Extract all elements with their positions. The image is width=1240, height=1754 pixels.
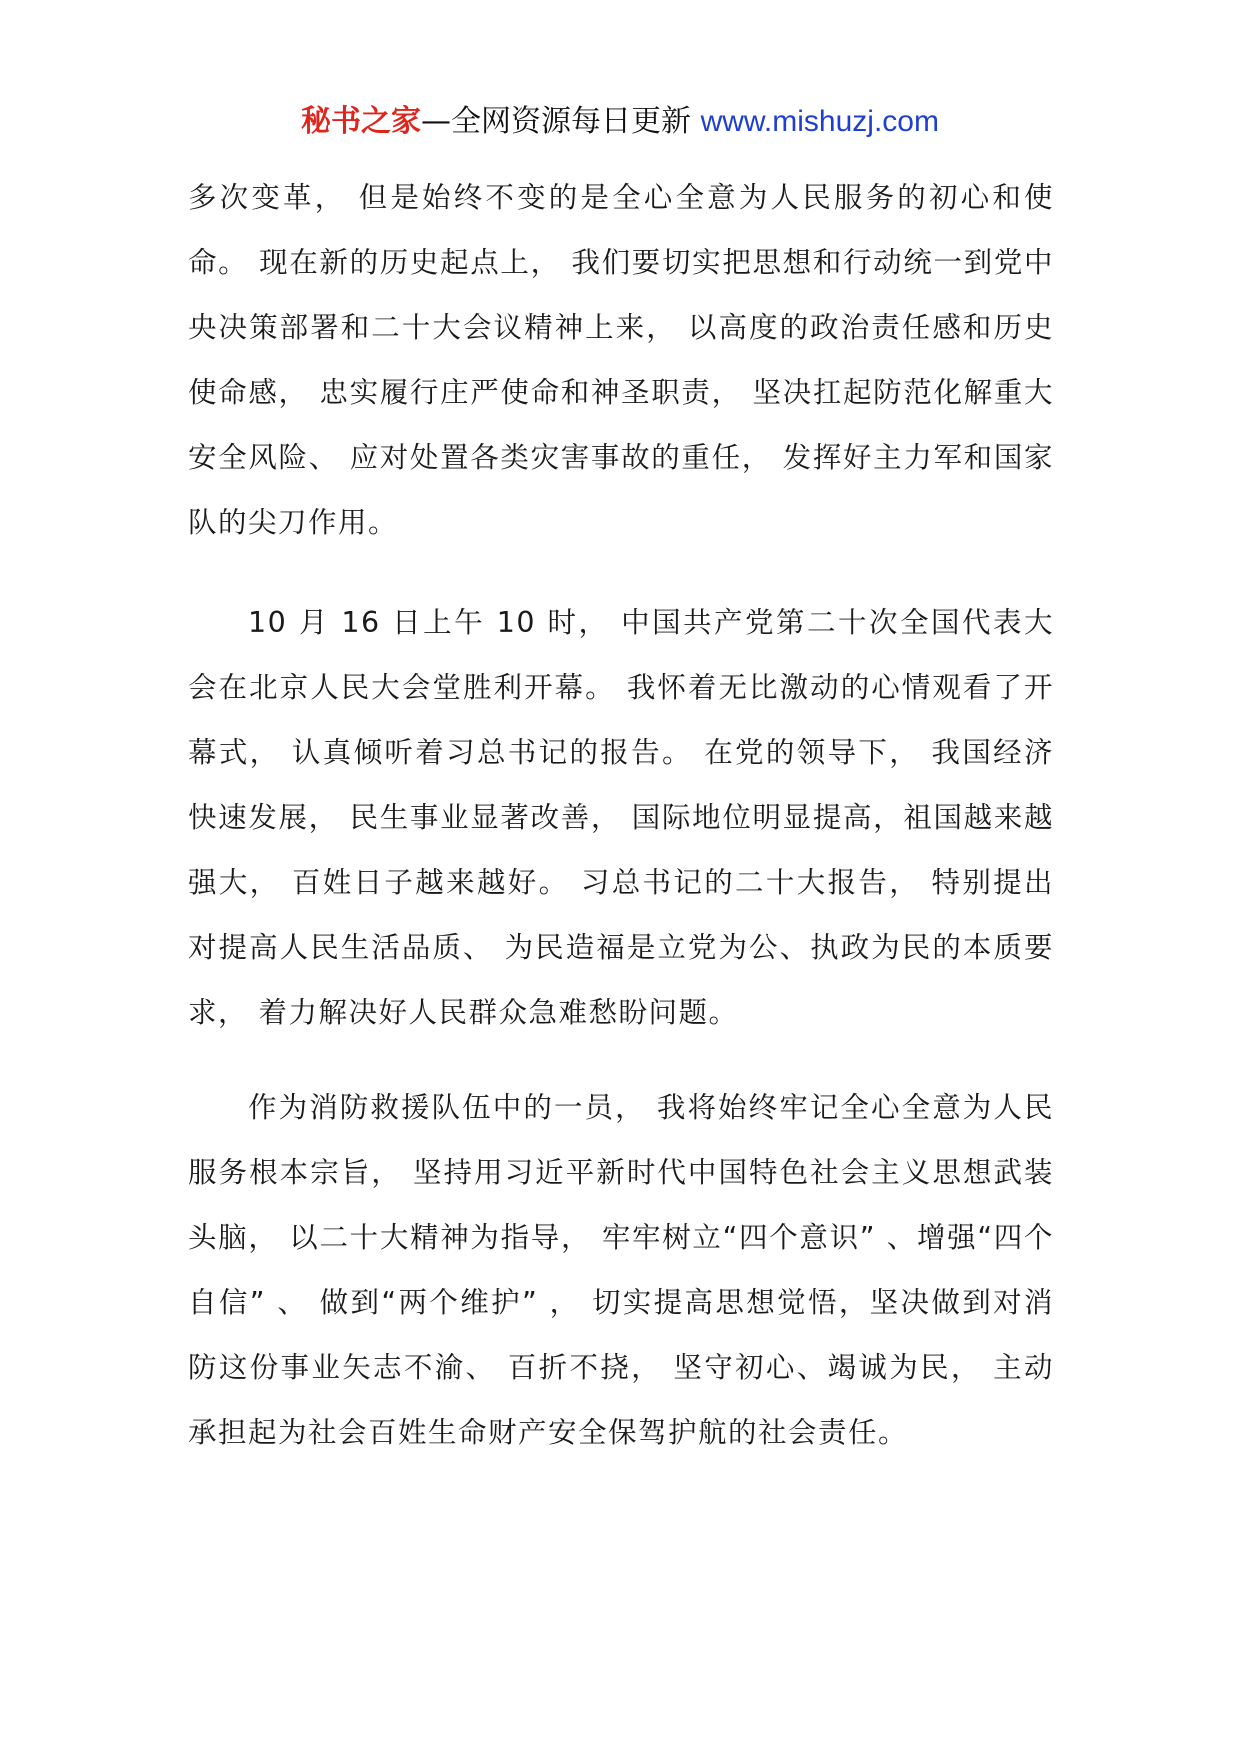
paragraph-1: 多次变革， 但是始终不变的是全心全意为人民服务的初心和使命。 现在新的历史起点上， 我们要切实把思想和行动统一到党中央决策部署和二十大会议精神上来， 以高度的政治责任感和历史使命感， 忠实履行庄严使命和神圣职责， 坚决扛起防范化解重大安全风险、 应对处置各类灾害事故的重任， 发挥好主力军和国家队的尖刀作用。	[188, 181, 1054, 539]
header-tagline: —全网资源每日更新	[421, 104, 701, 139]
paragraph-2: 10 月 16 日上午 10 时， 中国共产党第二十次全国代表大会在北京人民大会堂胜利开幕。 我怀着无比激动的心情观看了开幕式， 认真倾听着习总书记的报告。 在党的领导下， 我国经济快速发展， 民生事业显著改善， 国际地位明显提高，祖国越来越强大， 百姓日子越来越好。 习总书记的二十大报告， 特别提出对提高人民生活品质、 为民造福是立党为公、执政为民的本质要求， 着力解决好人民群众急难愁盼问题。	[188, 606, 1054, 1029]
page-header	[0, 100, 1240, 144]
paragraph-3: 作为消防救援队伍中的一员， 我将始终牢记全心全意为人民服务根本宗旨， 坚持用习近平新时代中国特色社会主义思想武装头脑， 以二十大精神为指导， 牢牢树立“四个意识” 、增强“四个自信” 、 做到“两个维护” ， 切实提高思想觉悟，坚决做到对消防这份事业矢志不渝、 百折不挠， 坚守初心、竭诚为民， 主动承担起为社会百姓生命财产安全保驾护航的社会责任。	[188, 1091, 1054, 1449]
header-url-link[interactable]: www.mishuzj.com	[700, 105, 939, 138]
header-brand: 秘书之家	[301, 104, 422, 139]
